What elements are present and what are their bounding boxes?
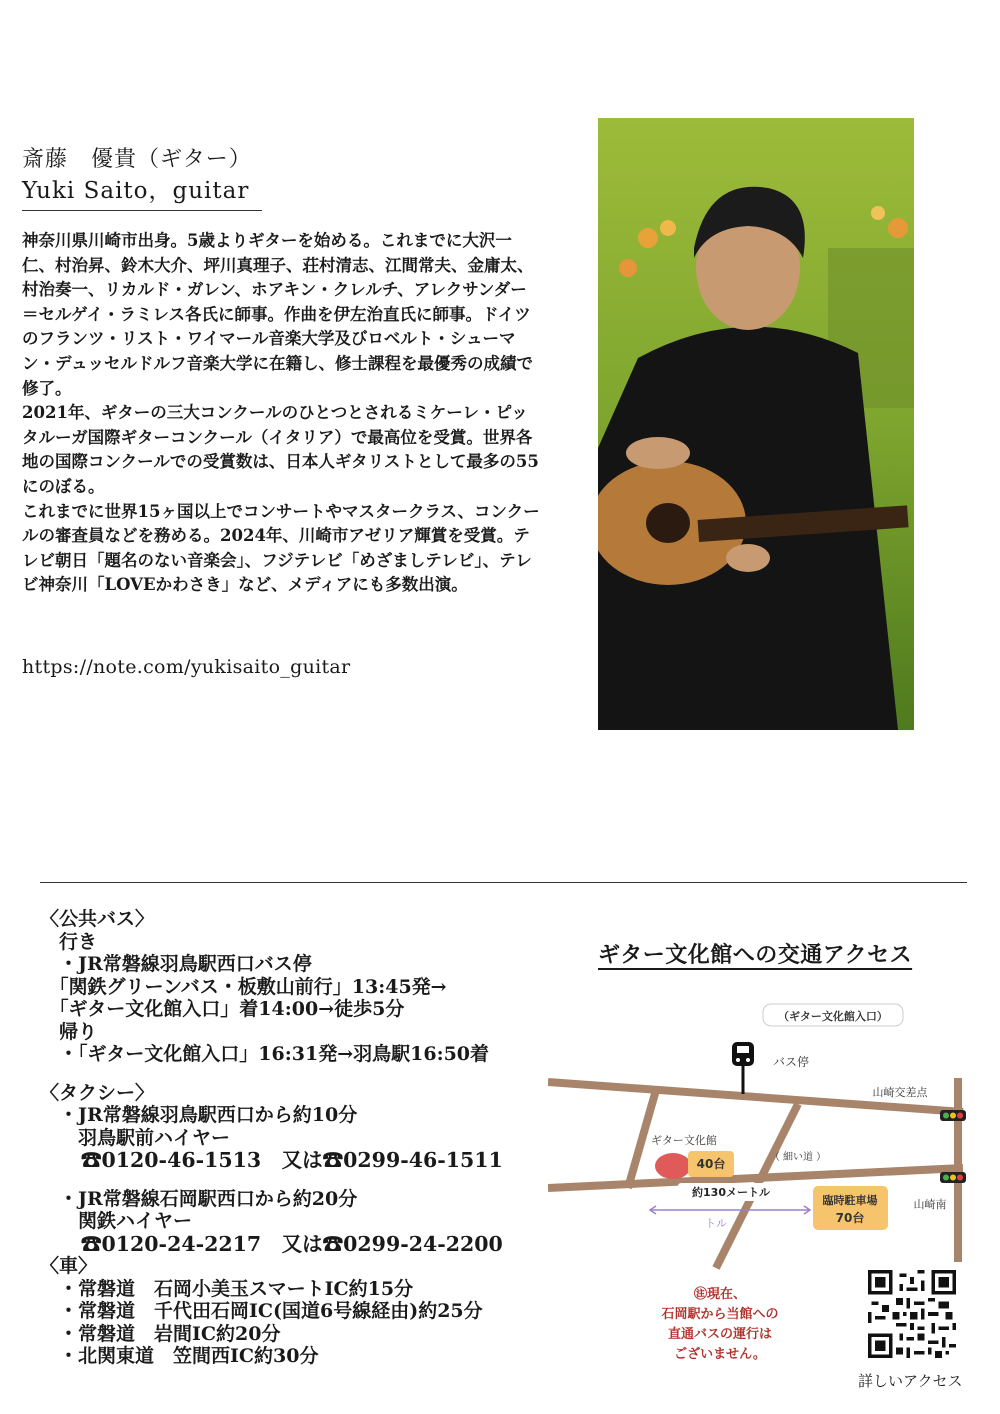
artist-name-english: Yuki Saito，guitar [22,178,250,204]
bus-stop-icon [732,1042,754,1094]
access-heading-car: 〈車〉 [40,1255,98,1277]
access-line: 関鉄ハイヤー [40,1210,193,1232]
access-line: 帰り [40,1020,98,1043]
access-qr-code[interactable] [868,1270,956,1358]
intersection-label: 山崎南 [913,1198,947,1211]
temp-parking-label: 臨時駐車場 [822,1194,878,1207]
access-heading-bus: 〈公共バス〉 [40,908,155,930]
access-line: ・常磐道 岩間IC約20分 [40,1322,281,1345]
access-line: 羽鳥駅前ハイヤー [40,1126,231,1149]
artist-website-link[interactable]: https://note.com/yukisaito_guitar [22,656,351,678]
name-underline [22,210,262,211]
bus-notice-line: 直通バスの運行は [667,1327,772,1342]
map-title: ギター文化館への交通アクセス [598,942,913,968]
bus-notice [620,1285,820,1365]
traffic-light-icon [940,1172,966,1183]
artist-name-japanese: 斎藤 優貴（ギター） [22,147,252,172]
bio-paragraph: 神奈川県川崎市出身。5歳よりギターを始める。これまでに大沢一仁、村治昇、鈴木大介、坪川真理子、荘村清志、江間常夫、金庸太、村治奏一、リカルド・ガレン、ホアキン・クレルチ、アレクサンダー＝セルゲイ・ラミレス各氏に師事。作曲を伊左治直氏に師事。ドイツのフランツ・リスト・ワイマール音楽大学及びロベルト・シューマン・デュッセルドルフ音楽大学に在籍し、修士課程を最優秀の成績で修了。 [22,231,534,398]
temp-parking-count: 70台 [835,1211,865,1225]
bio-paragraph: 2021年、ギターの三大コンクールのひとつとされるミケーレ・ピッタルーガ国際ギターコンクール（イタリア）で最高位を受賞。世界各地の国際コンクールでの受賞数は、日本人ギタリストとして最多の55にのぼる。 [22,403,539,496]
bus-notice-line: 石岡駅から当館への [661,1307,779,1322]
access-line: 行き [40,930,98,953]
biography-text [22,229,542,598]
phone-line: ☎0120-24-2217 又は☎0299-24-2200 [40,1231,503,1256]
bio-paragraph: これまでに世界15ヶ国以上でコンサートやマスタークラス、コンクールの審査員などを務める。2024年、川崎市アゼリア輝賞を受賞。テレビ朝日「題名のない音楽会」、フジテレビ「めざましテレビ」、テレビ神奈川「LOVEかわさき」など、メディアにも多数出演。 [22,501,540,595]
access-line: ・「ギター文化館入口」16:31発→羽鳥駅16:50着 [40,1043,490,1065]
venue-label: ギター文化館 [651,1134,717,1147]
access-directions [40,908,560,1368]
entrance-label-box [763,1004,903,1026]
entrance-label: （ギター文化館入口） [778,1010,888,1023]
distance-label: 約130メートル [692,1186,770,1199]
venue-marker [655,1153,691,1179]
bus-stop-label: バス停 [773,1055,810,1069]
access-heading-taxi: 〈タクシー〉 [40,1081,155,1104]
access-line: 「関鉄グリーンバス・板敷山前行」13:45発→ [40,975,447,998]
narrow-road-label: （ 細い道 ） [769,1152,827,1163]
bus-notice-line: ございません。 [674,1347,766,1362]
artist-photo [598,118,914,730]
section-divider [40,882,967,883]
qr-caption: 詳しいアクセス [858,1372,963,1390]
access-line: ・常磐道 石岡小美玉スマートIC約15分 [40,1277,414,1300]
access-line: ・JR常磐線石岡駅西口から約20分 [40,1187,358,1210]
phone-line: ☎0120-46-1513 又は☎0299-46-1511 [40,1148,503,1172]
spacer [40,1066,560,1082]
access-map [548,990,978,1270]
walking-route-arrow [650,1206,810,1214]
access-line: 「ギター文化館入口」着14:00→徒歩5分 [40,998,405,1020]
venue-parking-count: 40台 [696,1157,726,1171]
bus-notice-line: ㊟現在、 [693,1287,746,1302]
access-line: ・常磐道 千代田石岡IC(国道6号線経由)約25分 [40,1300,483,1322]
traffic-light-icon [940,1110,966,1121]
spacer [40,1172,560,1188]
artist-photo-illustration [598,118,914,730]
intersection-label: 山崎交差点 [872,1086,928,1099]
access-line: ・北関東道 笠間西IC約30分 [40,1345,319,1367]
walk-hint-label: トル [705,1217,727,1230]
access-line: ・JR常磐線羽鳥駅西口から約10分 [40,1104,358,1126]
access-line: ・JR常磐線羽鳥駅西口バス停 [40,953,312,975]
